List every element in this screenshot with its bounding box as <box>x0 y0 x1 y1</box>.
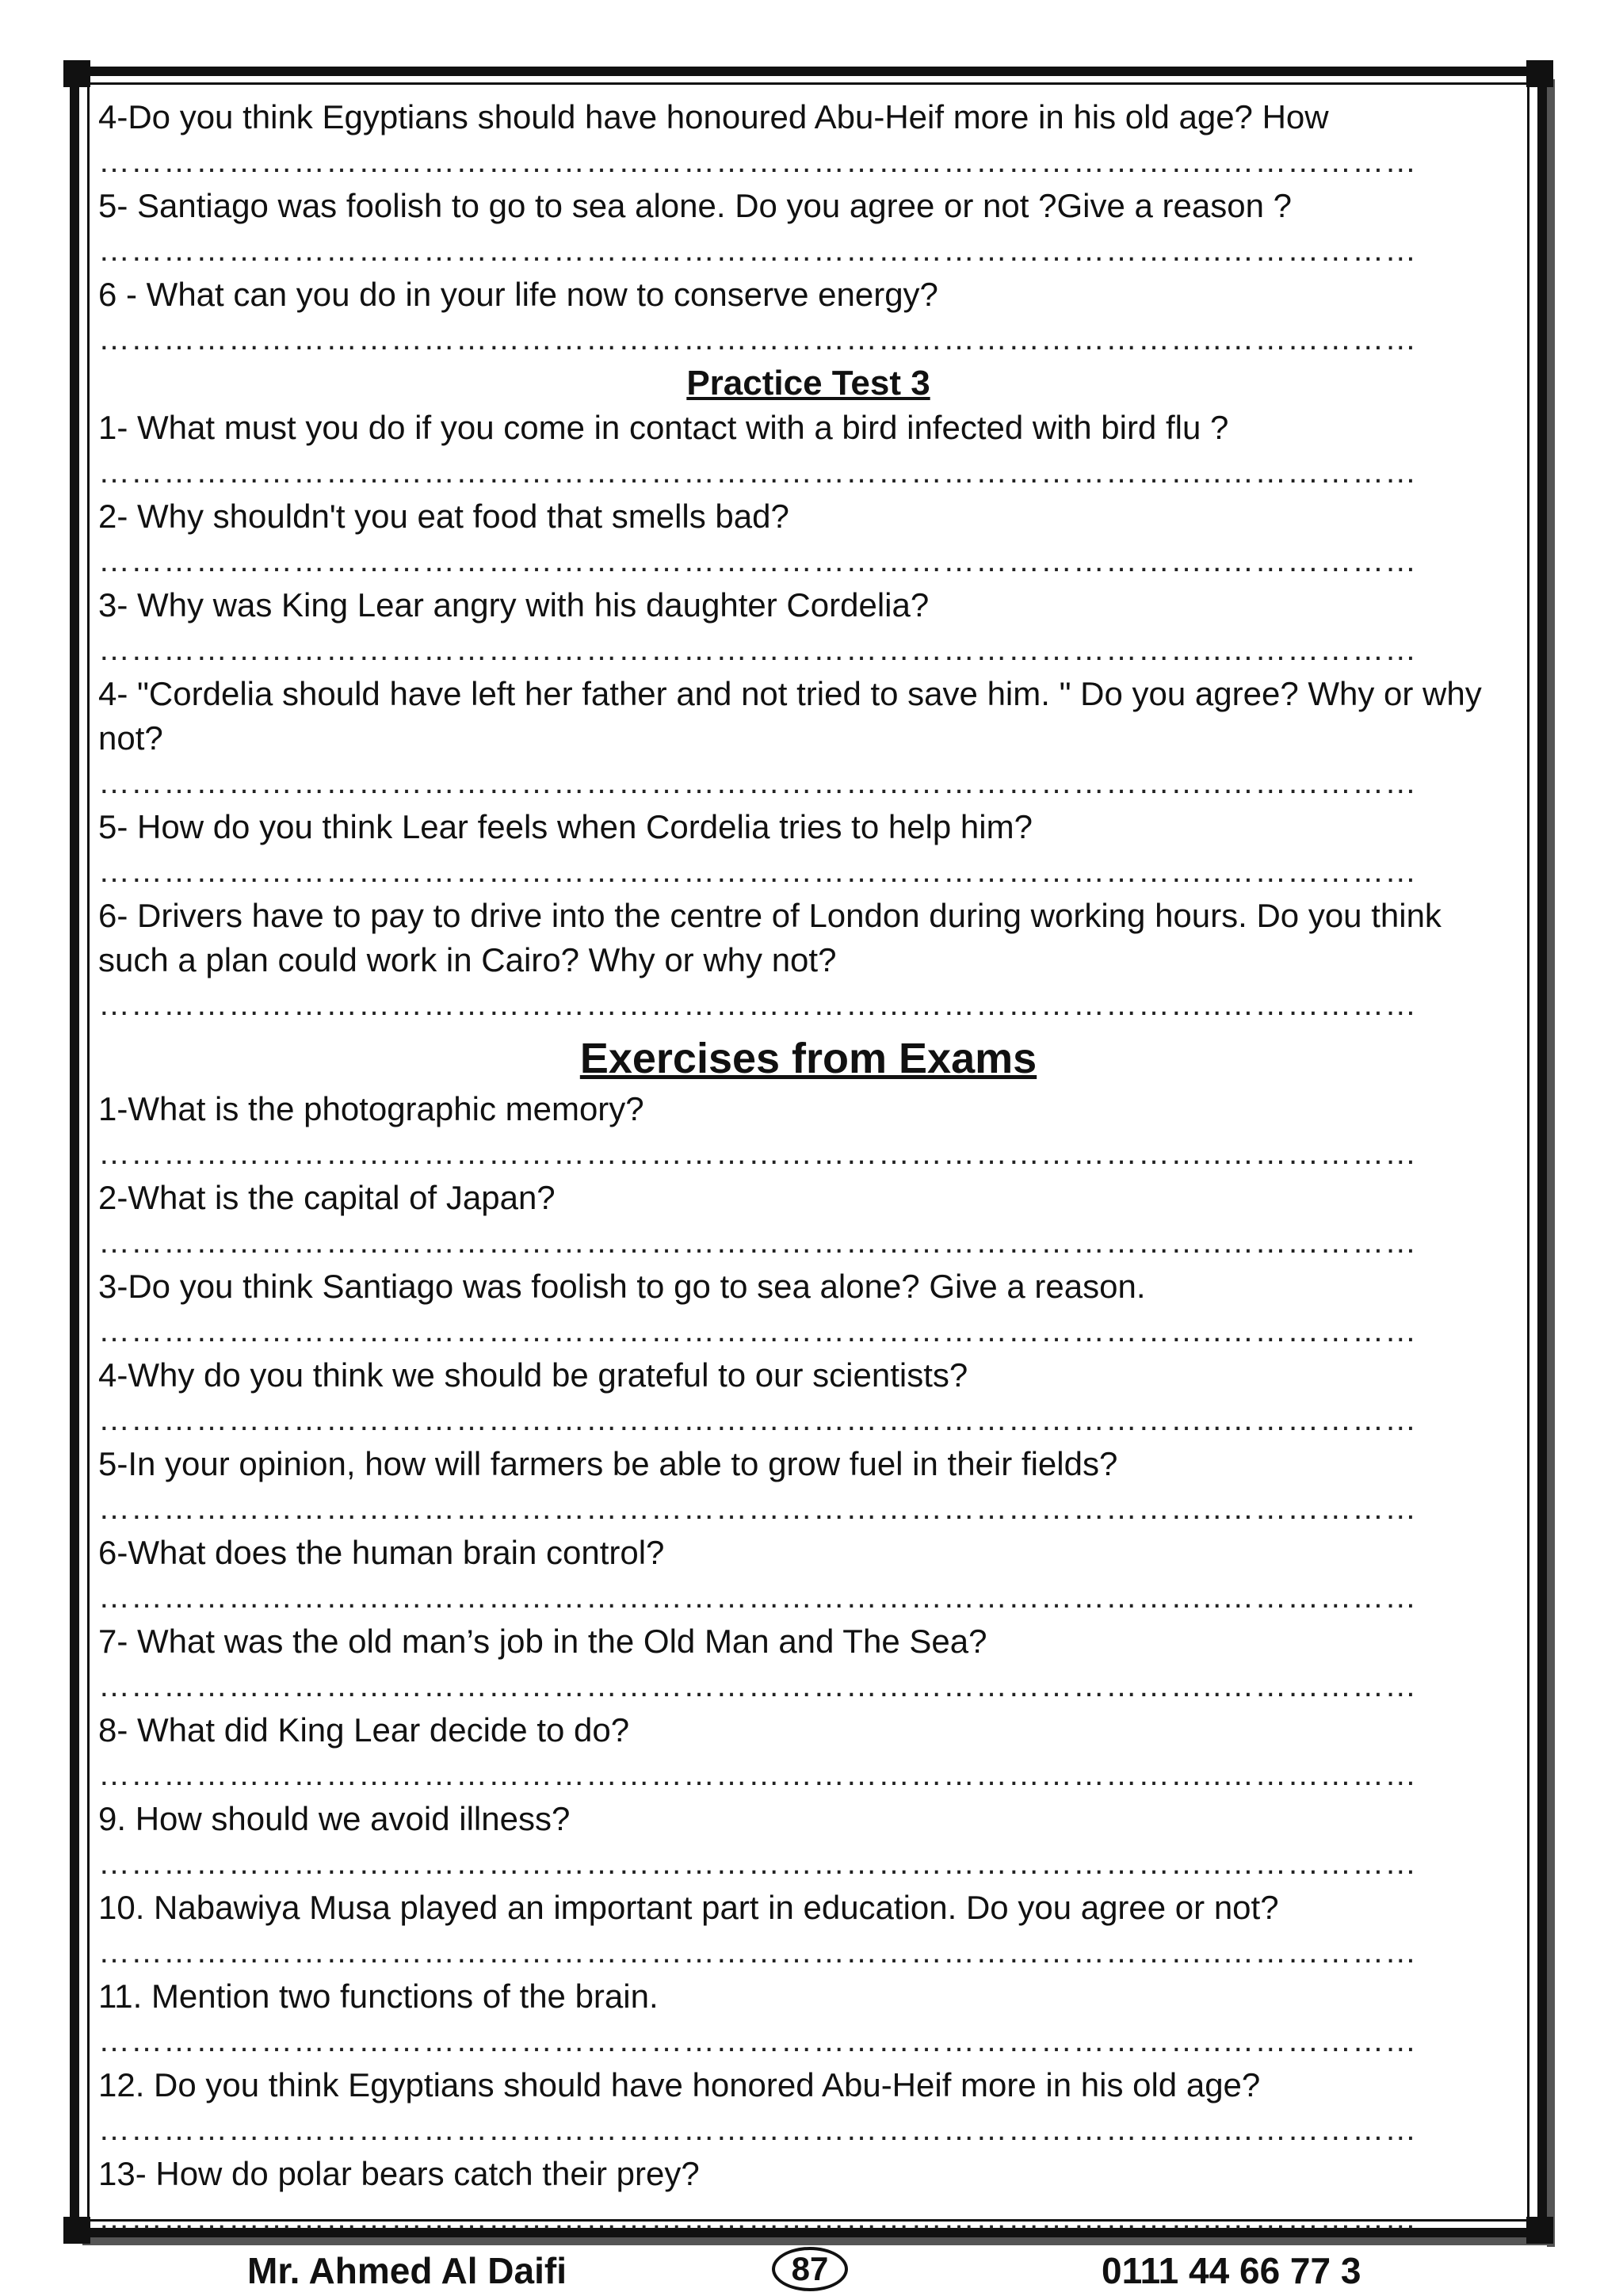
answer-line[interactable]: …………………………………………………………………………………………..……………… <box>98 543 1418 578</box>
answer-line[interactable]: …………………………………………………………………………………………..……………… <box>98 2023 1418 2058</box>
question-block <box>98 494 1518 583</box>
question-text: 3-Do you think Santiago was foolish to go to sea alone? Give a reason. <box>98 1268 1146 1305</box>
answer-line[interactable]: …………………………………………………………………………………………..……………… <box>98 987 1418 1022</box>
practice-test-heading: Practice Test 3 <box>686 364 930 402</box>
answer-line[interactable]: …………………………………………………………………………………………..……………… <box>98 233 1418 268</box>
answer-line[interactable]: …………………………………………………………………………………………..……………… <box>98 1846 1418 1881</box>
question-block <box>98 1974 1518 2063</box>
question-block <box>98 95 1518 184</box>
question-block <box>98 2063 1518 2152</box>
answer-line[interactable]: …………………………………………………………………………………………..……………… <box>98 765 1418 800</box>
question-text: 4-Why do you think we should be grateful to our scientists? <box>98 1356 968 1394</box>
frame-shadow-right <box>1547 79 1555 2247</box>
question-block <box>98 1797 1518 1886</box>
answer-line[interactable]: …………………………………………………………………………………………..……………… <box>98 2201 1418 2236</box>
question-block <box>98 1619 1518 1708</box>
answer-line[interactable]: …………………………………………………………………………………………..……………… <box>98 1757 1418 1792</box>
frame-corner-top-right <box>1526 60 1553 87</box>
question-block <box>98 1353 1518 1442</box>
question-block <box>98 184 1518 273</box>
question-block <box>98 2152 1518 2241</box>
answer-line[interactable]: …………………………………………………………………………………………..……………… <box>98 2112 1418 2147</box>
answer-line[interactable]: …………………………………………………………………………………………..……………… <box>98 1136 1418 1171</box>
question-block <box>98 406 1518 494</box>
answer-line[interactable]: …………………………………………………………………………………………..……………… <box>98 632 1418 667</box>
question-block <box>98 1087 1518 1176</box>
author-name: Mr. Ahmed Al Daifi <box>247 2250 567 2291</box>
question-text: 6-What does the human brain control? <box>98 1534 665 1571</box>
question-text: 2- Why shouldn't you eat food that smells bad? <box>98 498 789 535</box>
answer-line[interactable]: …………………………………………………………………………………………..……………… <box>98 1669 1418 1703</box>
question-text: 2-What is the capital of Japan? <box>98 1179 556 1216</box>
answer-line[interactable]: …………………………………………………………………………………………..……………… <box>98 1314 1418 1348</box>
answer-line[interactable]: …………………………………………………………………………………………..……………… <box>98 1491 1418 1526</box>
answer-line[interactable]: …………………………………………………………………………………………..……………… <box>98 854 1418 889</box>
question-text: 9. How should we avoid illness? <box>98 1800 571 1837</box>
question-block <box>98 273 1518 361</box>
question-block <box>98 1886 1518 1974</box>
worksheet-content <box>98 95 1518 2241</box>
answer-line[interactable]: …………………………………………………………………………………………..……………… <box>98 1935 1418 1970</box>
question-text: 1- What must you do if you come in contact with a bird infected with bird flu ? <box>98 409 1229 446</box>
frame-corner-bottom-left <box>63 2217 90 2244</box>
question-block <box>98 894 1518 1027</box>
question-block <box>98 1442 1518 1531</box>
question-text: 6 - What can you do in your life now to conserve energy? <box>98 276 938 313</box>
frame-corner-bottom-right <box>1526 2217 1553 2244</box>
exams-heading: Exercises from Exams <box>579 1035 1037 1082</box>
question-block <box>98 1264 1518 1353</box>
answer-line[interactable]: …………………………………………………………………………………………..……………… <box>98 1402 1418 1437</box>
question-text: 13- How do polar bears catch their prey? <box>98 2155 700 2192</box>
question-text: 4- "Cordelia should have left her father and not tried to save him. " Do you agree? Why or why not? <box>98 675 1482 757</box>
question-block <box>98 583 1518 672</box>
page-number-badge: 87 <box>772 2247 848 2291</box>
question-text: 3- Why was King Lear angry with his daughter Cordelia? <box>98 586 930 624</box>
question-text: 4-Do you think Egyptians should have honoured Abu-Heif more in his old age? How <box>98 98 1329 135</box>
question-text: 12. Do you think Egyptians should have honored Abu-Heif more in his old age? <box>98 2066 1261 2103</box>
question-text: 5- How do you think Lear feels when Cordelia tries to help him? <box>98 808 1033 845</box>
frame-corner-top-left <box>63 60 90 87</box>
question-block <box>98 672 1518 805</box>
question-text: 5-In your opinion, how will farmers be able to grow fuel in their fields? <box>98 1445 1118 1482</box>
answer-line[interactable]: …………………………………………………………………………………………..……………… <box>98 322 1418 357</box>
question-text: 11. Mention two functions of the brain. <box>98 1978 659 2015</box>
answer-line[interactable]: …………………………………………………………………………………………..……………… <box>98 1580 1418 1615</box>
question-text: 1-What is the photographic memory? <box>98 1090 644 1127</box>
answer-line[interactable]: …………………………………………………………………………………………..……………… <box>98 144 1418 179</box>
question-block <box>98 1176 1518 1264</box>
question-block <box>98 805 1518 894</box>
answer-line[interactable]: …………………………………………………………………………………………..……………… <box>98 1225 1418 1260</box>
phone-number: 0111 44 66 77 3 <box>1102 2250 1361 2291</box>
question-text: 7- What was the old man’s job in the Old Man and The Sea? <box>98 1623 987 1660</box>
question-text: 10. Nabawiya Musa played an important part in education. Do you agree or not? <box>98 1889 1279 1926</box>
answer-line[interactable]: …………………………………………………………………………………………..……………… <box>98 455 1418 490</box>
question-text: 5- Santiago was foolish to go to sea alone. Do you agree or not ?Give a reason ? <box>98 187 1292 224</box>
question-block <box>98 1708 1518 1797</box>
question-text: 6- Drivers have to pay to drive into the centre of London during working hours. Do you think such a plan could work in Cairo? Why or why not? <box>98 897 1442 978</box>
question-block <box>98 1531 1518 1619</box>
exam-question-list <box>98 1087 1518 2241</box>
question-text: 8- What did King Lear decide to do? <box>98 1711 630 1749</box>
